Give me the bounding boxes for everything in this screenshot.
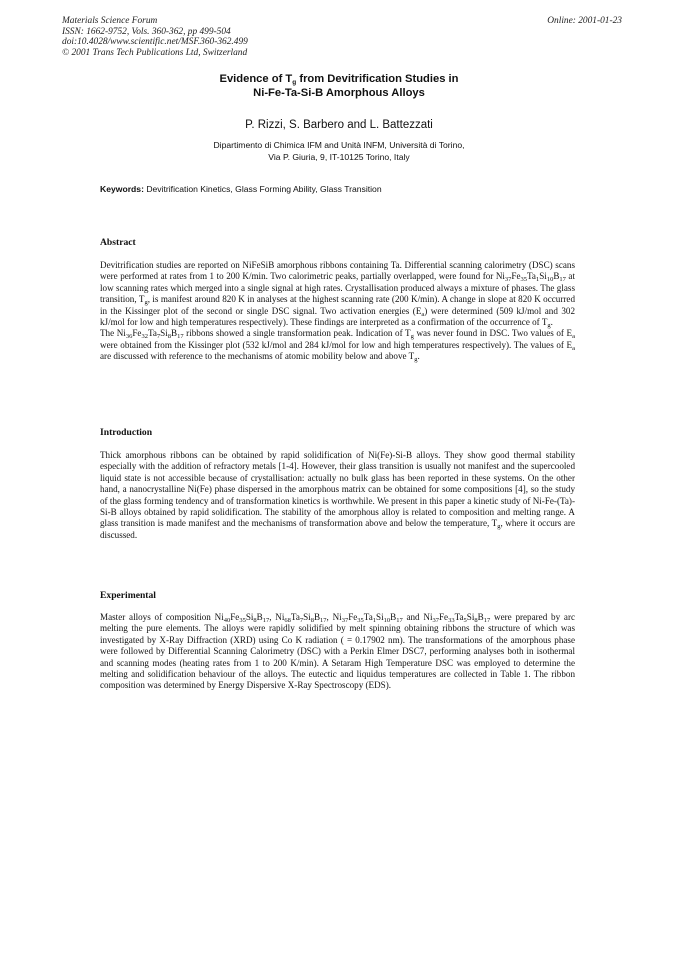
journal-meta (62, 16, 248, 58)
keywords-label: Keywords: (100, 184, 144, 194)
keywords (100, 184, 382, 194)
affiliation: Dipartimento di Chimica IFM and Unità INFM, Università di Torino, Via P. Giuria, 9, IT-10125 Torino, Italy (213, 140, 465, 162)
doi-line: doi:10.4028/www.scientific.net/MSF.360-362.499 (62, 37, 248, 47)
abstract-paragraph-2: The $Ni_{36}Fe_{32}Ta_7Si_8B_{17}$ ribbons showed a single transformation peak. Indication of $T_g$ was never found in DSC. Two values of $E_a$ were obtained from the Kissinger plot (532 kJ/mol and 284 kJ/mol for low and high temperatures respectively). The values of $E_a$ are discussed with reference to the mechanisms of atomic mobility below and above $T_g$. (100, 328, 575, 364)
introduction-text: Thick amorphous ribbons can be obtained by rapid solidification of Ni(Fe)-Si-B alloys. They show good thermal stability especially with the addition of refractory metals [1-4]. However, their glass transition is usually not manifest and the supercooled liquid state is not accessible because of crystallisation: actually no bulk glass has been reported in these systems. On the other hand, a nanocrystalline Ni(Fe) phase dispersed in the amorphous matrix can be obtained for some compositions [4], so the study of the glass forming tendency and of transformation kinetics is worthwhile. We present in this paper a kinetic study of Ni-Fe-(Ta)-Si-B alloys obtained by rapid solidification. The stability of the amorphous alloy is related to composition and melting range. A glass transition is made manifest and the mechanisms of transformation above and below the temperature, $T_g$, where it occurs are discussed. (100, 450, 575, 540)
section-heading-experimental: Experimental (100, 590, 156, 601)
section-heading-abstract: Abstract (100, 237, 136, 248)
online-date: Online: 2001-01-23 (547, 16, 622, 26)
copyright-line: © 2001 Trans Tech Publications Ltd, Switzerland (62, 47, 248, 58)
abstract-text (100, 260, 575, 363)
paper-title: Evidence of $T_g$ from Devitrification Studies in Ni-Fe-Ta-Si-B Amorphous Alloys (219, 73, 459, 99)
issn-line: ISSN: 1662-9752, Vols. 360-362, pp 499-504 (62, 26, 231, 37)
experimental-text: Master alloys of composition $Ni_{40}Fe_{35}Si_8B_{17}$, $Ni_{68}Ta_7Si_8B_{17}$, $Ni_{37}Fe_{35}Ta_1Si_{10}B_{17}$ and $Ni_{37}Fe_{33}Ta_5Si_8B_{17}$ were prepared by arc melting the pure elements. The alloys were rapidly solidified by melt spinning obtaining ribbons the structure of which was investigated by X-Ray Diffraction (XRD) using Co K radiation ( = 0.17902 nm). The transformations of the amorphous phase were followed by Differential Scanning Calorimetry (DSC) with a Perkin Elmer DSC7, performing analyses both in isothermal and scanning modes (heating rates from 1 to 200 K/min). A Setaram High Temperature DSC was employed to determine the melting and solidification behaviour of the alloys. The eutectic and liquidus temperatures are collected in Table 1. The ribbon composition was determined by Energy Dispersive X-Ray Spectroscopy (EDS). (100, 612, 576, 691)
journal-name: Materials Science Forum (62, 16, 158, 26)
abstract-paragraph-1: Devitrification studies are reported on NiFeSiB amorphous ribbons containing Ta. Differential scanning calorimetry (DSC) scans were performed at rates from 1 to 200 K/min. Two calorimetric peaks, partially overlapped, were found for $Ni_{37}Fe_{35}Ta_1Si_{10}B_{17}$ at low scanning rates which merged into a single signal at high rates. Crystallisation produced always a mixture of phases. The glass transition, $T_g$, is manifest around 820 K in analyses at the highest scanning rate (200 K/min). A change in slope at 820 K occurred in the Kissinger plot of the second or single DSC signal. Two activation energies $(E_a)$ were determined (509 kJ/mol and 302 kJ/mol for low and high temperatures respectively). These findings are interpreted as a confirmation of the occurrence of $T_g$. (100, 260, 575, 330)
authors: P. Rizzi, S. Barbero and L. Battezzati (245, 119, 433, 131)
section-heading-introduction: Introduction (100, 427, 153, 438)
keywords-text: Devitrification Kinetics, Glass Forming Ability, Glass Transition (143, 184, 382, 194)
